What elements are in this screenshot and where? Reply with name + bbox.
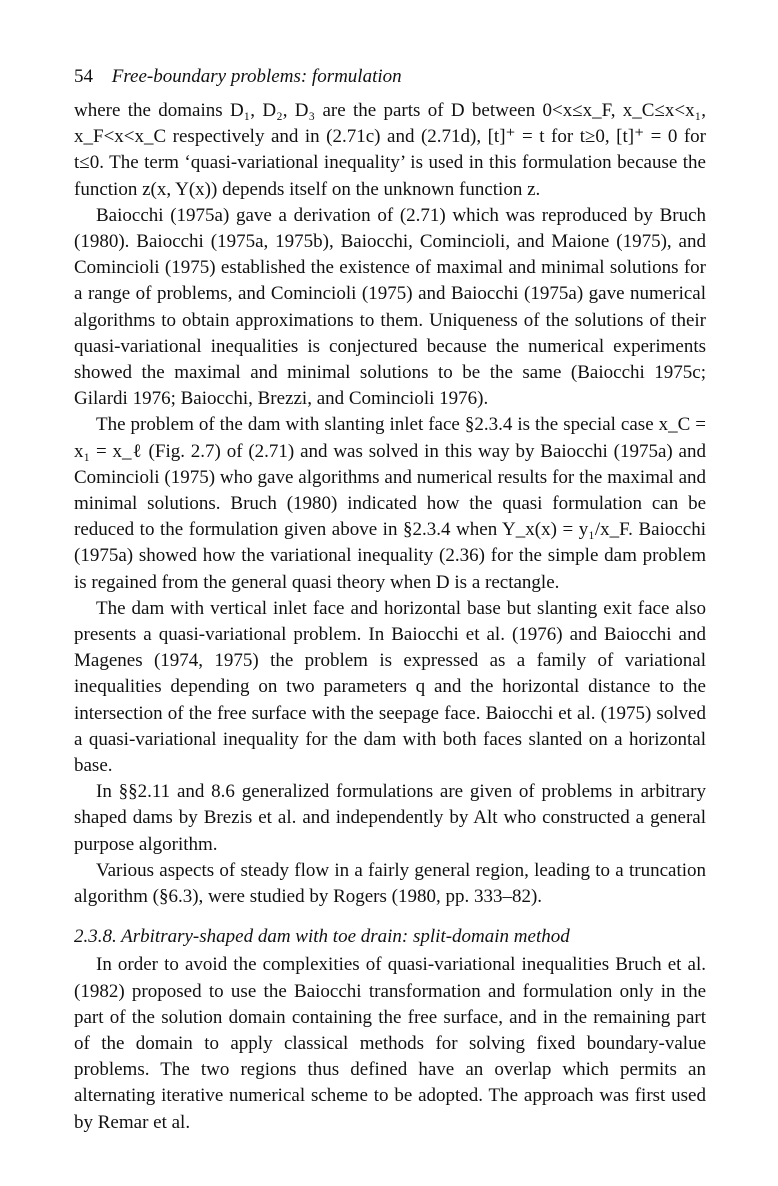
page xyxy=(74,64,706,1136)
paragraph-slanting-exit: The dam with vertical inlet face and horizontal base but slanting exit face also presents a quasi-variational problem. In Baiocchi et al. (1976) and Baiocchi and Magenes (1974, 1975) the problem is expressed as a family of variational inequalities depending on two parameters q and the horizontal distance to the intersection of the free surface with the seepage face. Baiocchi et al. (1975) solved a quasi-variational inequality for the dam with both faces slanted on a horizontal base. xyxy=(74,597,706,777)
running-head xyxy=(74,64,706,90)
running-title: Free-boundary problems: formulation xyxy=(111,66,402,87)
paragraph-split-domain: In order to avoid the complexities of quasi-variational inequalities Bruch et al. (1982) proposed to use the Baiocchi transformation and formulation only in the part of the solution domain containing the free surface, and in the remaining part of the domain to apply classical methods for solving fixed boundary-value problems. The two regions thus defined have an overlap which permits an alternating iterative numerical scheme to be adopted. The approach was first used by Remar et al. xyxy=(74,954,706,1133)
paragraph-continuation: where the domains D₁, D₂, D₃ are the parts of D between 0<x≤x_F, x_C≤x<x₁, x_F<x<x_C respectively and in (2.71c) and (2.71d), [t]⁺ = t for t≥0, [t]⁺ = 0 for t≤0. The term ‘quasi-variational inequality’ is used in this formulation because the function z(x, Y(x)) depends itself on the unknown function z. xyxy=(74,100,706,200)
page-number: 54 xyxy=(74,66,93,87)
paragraph-generalized: In §§2.11 and 8.6 generalized formulations are given of problems in arbitrary shaped dams by Brezis et al. and independently by Alt who constructed a general purpose algorithm. xyxy=(74,781,706,855)
paragraph-baiocchi-derivation: Baiocchi (1975a) gave a derivation of (2.71) which was reproduced by Bruch (1980). Baiocchi (1975a, 1975b), Baiocchi, Comincioli, and Maione (1975), and Comincioli (1975) established the existence of maximal and minimal solutions for a range of problems, and Comincioli (1975) and Baiocchi (1975a) gave numerical algorithms to obtain approximations to them. Uniqueness of the solutions of their quasi-variational inequalities is conjectured because the numerical experiments showed the maximal and minimal solutions to be the same (Baiocchi 1975c; Gilardi 1976; Baiocchi, Brezzi, and Comincioli 1976). xyxy=(74,204,706,410)
paragraph-steady-flow: Various aspects of steady flow in a fairly general region, leading to a truncation algorithm (§6.3), were studied by Rogers (1980, pp. 333–82). xyxy=(74,859,706,908)
paragraph-slanting-inlet: The problem of the dam with slanting inlet face §2.3.4 is the special case x_C = x₁ = x_ℓ (Fig. 2.7) of (2.71) and was solved in this way by Baiocchi (1975a) and Comincioli (1975) who gave algorithms and numerical results for the maximal and minimal solutions. Bruch (1980) indicated how the quasi formulation can be reduced to the formulation given above in §2.3.4 when Y_x(x) = y₁/x_F. Baiocchi (1975a) showed how the variational inequality (2.36) for the simple dam problem is regained from the general quasi theory when D is a rectangle. xyxy=(74,414,706,593)
section-title: 2.3.8. Arbitrary-shaped dam with toe drain: split-domain method xyxy=(74,926,570,948)
